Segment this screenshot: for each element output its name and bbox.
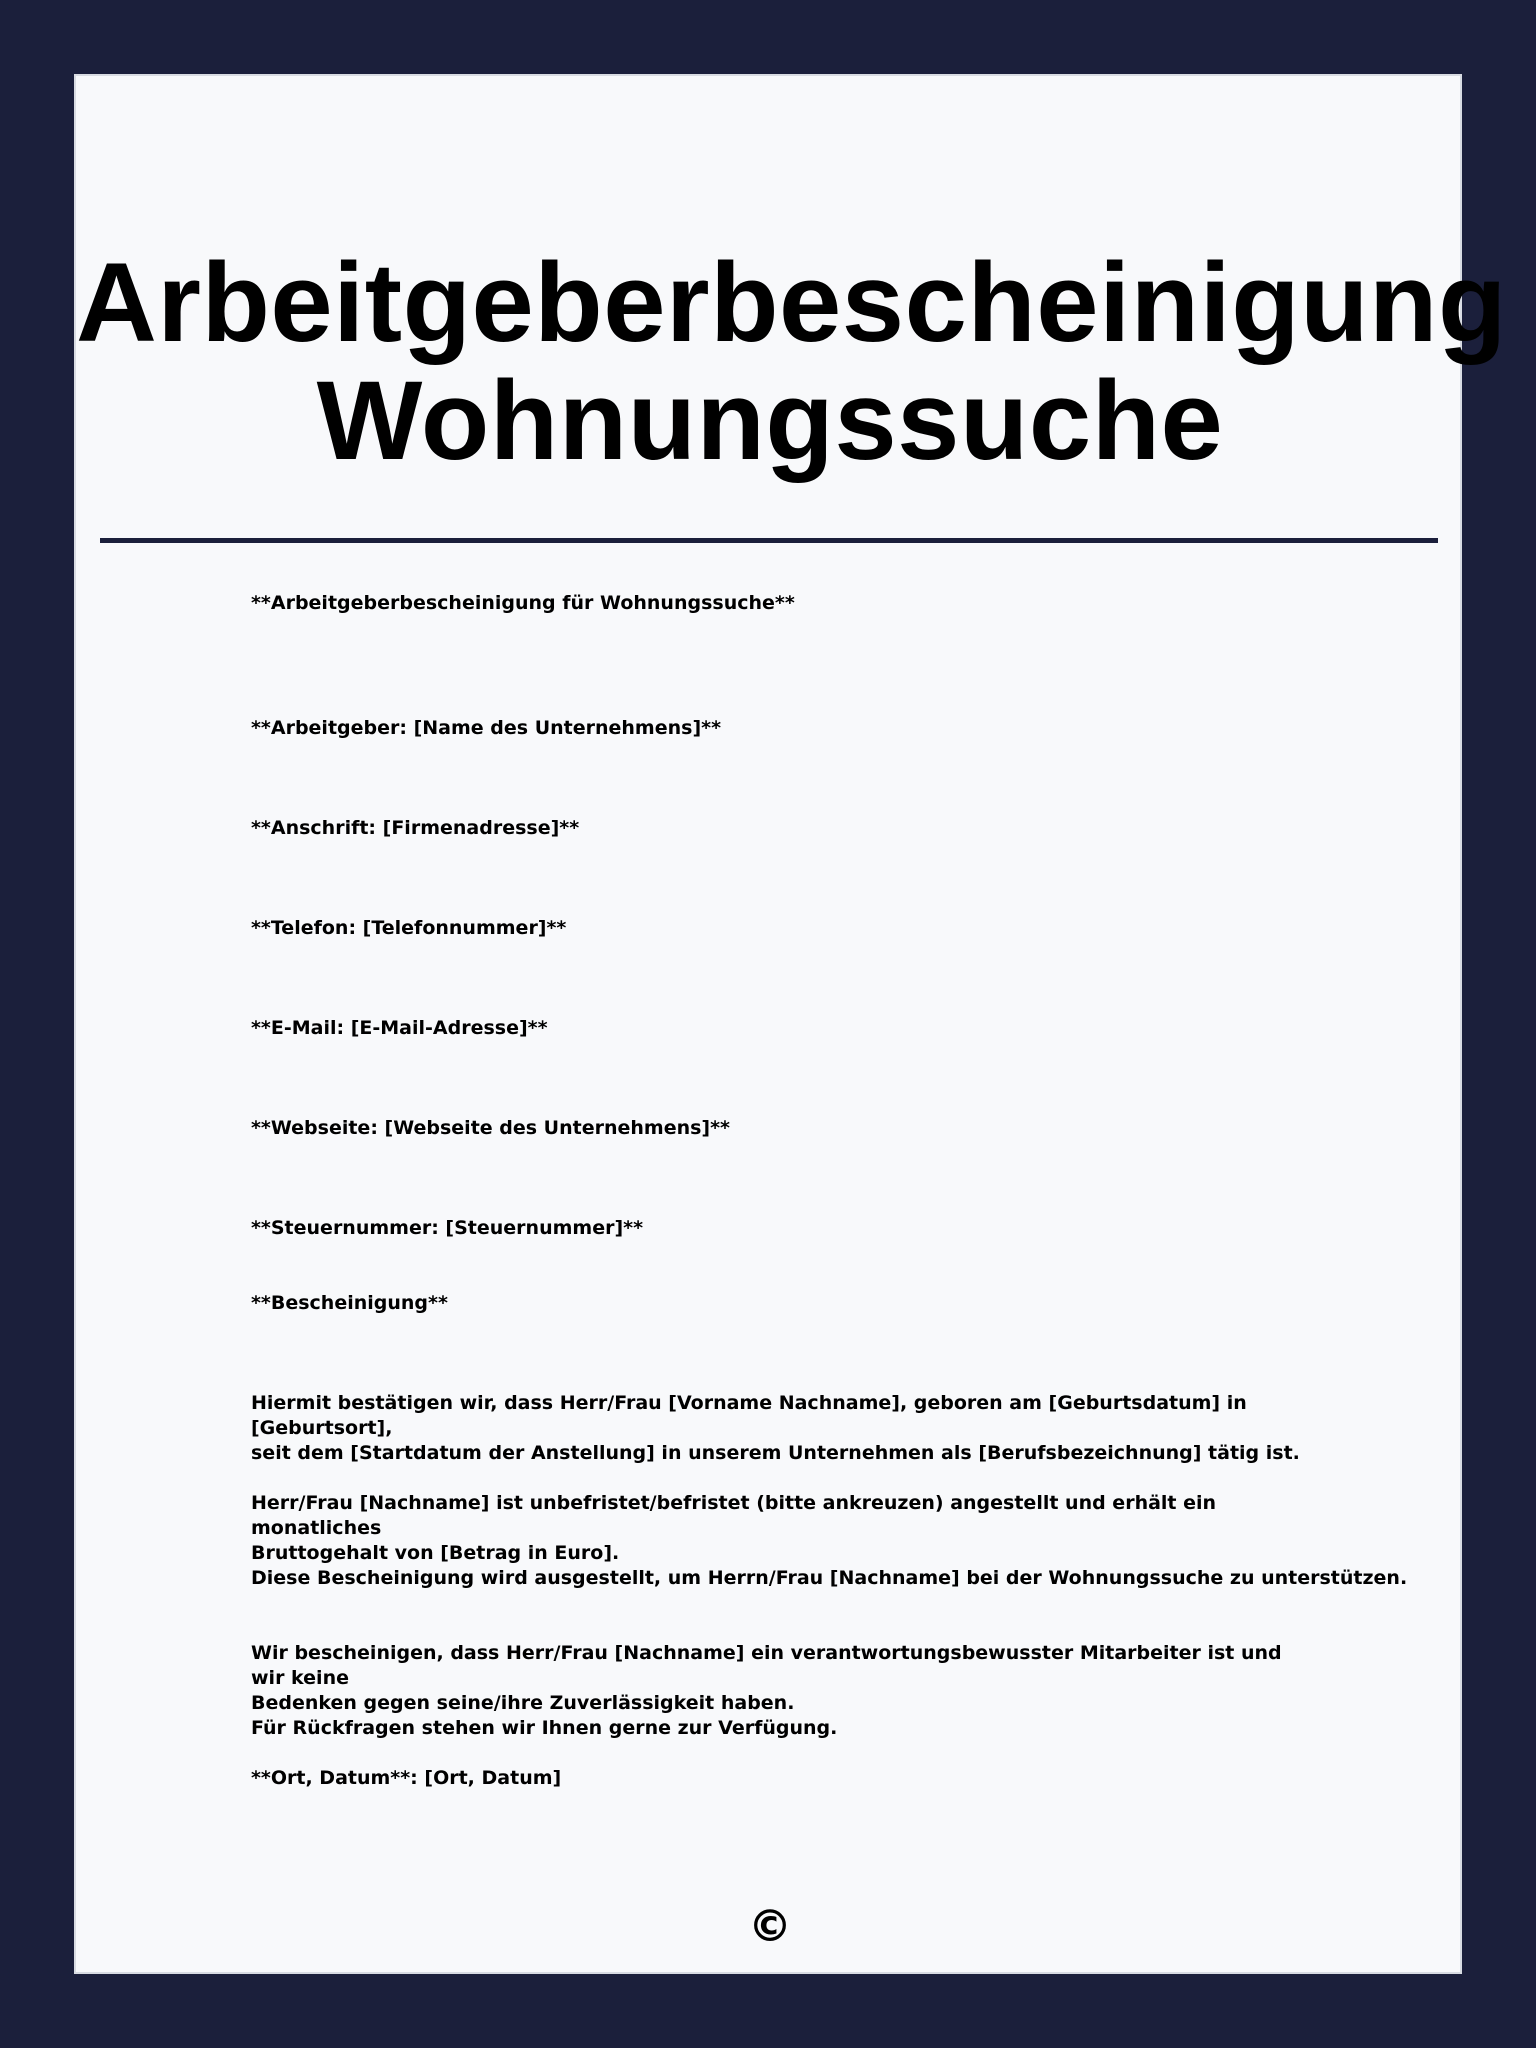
paragraph-4-line-2: Bedenken gegen seine/ihre Zuverlässigkeit haben. bbox=[251, 1692, 795, 1714]
copyright-icon: © bbox=[748, 1901, 792, 1952]
salary-paragraph bbox=[251, 1491, 1311, 1566]
paragraph-1-line-1: Hiermit bestätigen wir, dass Herr/Frau [Vorname Nachname], geboren am [Geburtsdatum] in [Geburtsort], bbox=[251, 1392, 1247, 1439]
certification-heading: **Bescheinigung** bbox=[251, 1292, 448, 1314]
title-divider bbox=[100, 538, 1438, 543]
title-line-2: Wohnungssuche bbox=[316, 358, 1224, 483]
website-line: **Webseite: [Webseite des Unternehmens]** bbox=[251, 1117, 730, 1139]
phone-line: **Telefon: [Telefonnummer]** bbox=[251, 917, 567, 939]
paragraph-2-line-2: Bruttogehalt von [Betrag in Euro]. bbox=[251, 1542, 620, 1564]
purpose-paragraph: Diese Bescheinigung wird ausgestellt, um Herrn/Frau [Nachname] bei der Wohnungssuche zu unterstützen. bbox=[251, 1567, 1408, 1589]
place-date-line: **Ort, Datum**: [Ort, Datum] bbox=[251, 1767, 562, 1789]
paragraph-4-line-1: Wir bescheinigen, dass Herr/Frau [Nachname] ein verantwortungsbewusster Mitarbeiter ist und wir keine bbox=[251, 1642, 1282, 1689]
paragraph-2-line-1: Herr/Frau [Nachname] ist unbefristet/befristet (bitte ankreuzen) angestellt und erhält ein monatliches bbox=[251, 1492, 1217, 1539]
address-line: **Anschrift: [Firmenadresse]** bbox=[251, 817, 580, 839]
reliability-paragraph bbox=[251, 1641, 1311, 1716]
certificate-heading: **Arbeitgeberbescheinigung für Wohnungssuche** bbox=[251, 592, 795, 614]
tax-number-line: **Steuernummer: [Steuernummer]** bbox=[251, 1217, 644, 1239]
contact-paragraph: Für Rückfragen stehen wir Ihnen gerne zur Verfügung. bbox=[251, 1717, 838, 1739]
title-line-1: Arbeitgeberbescheinigung bbox=[76, 240, 1507, 365]
email-line: **E-Mail: [E-Mail-Adresse]** bbox=[251, 1017, 548, 1039]
paragraph-1-line-2: seit dem [Startdatum der Anstellung] in unserem Unternehmen als [Berufsbezeichnung] tätig ist. bbox=[251, 1442, 1300, 1464]
document-page bbox=[74, 74, 1507, 1974]
document-title bbox=[76, 240, 1507, 483]
employment-confirmation-paragraph bbox=[251, 1391, 1311, 1466]
employer-line: **Arbeitgeber: [Name des Unternehmens]** bbox=[251, 717, 722, 739]
